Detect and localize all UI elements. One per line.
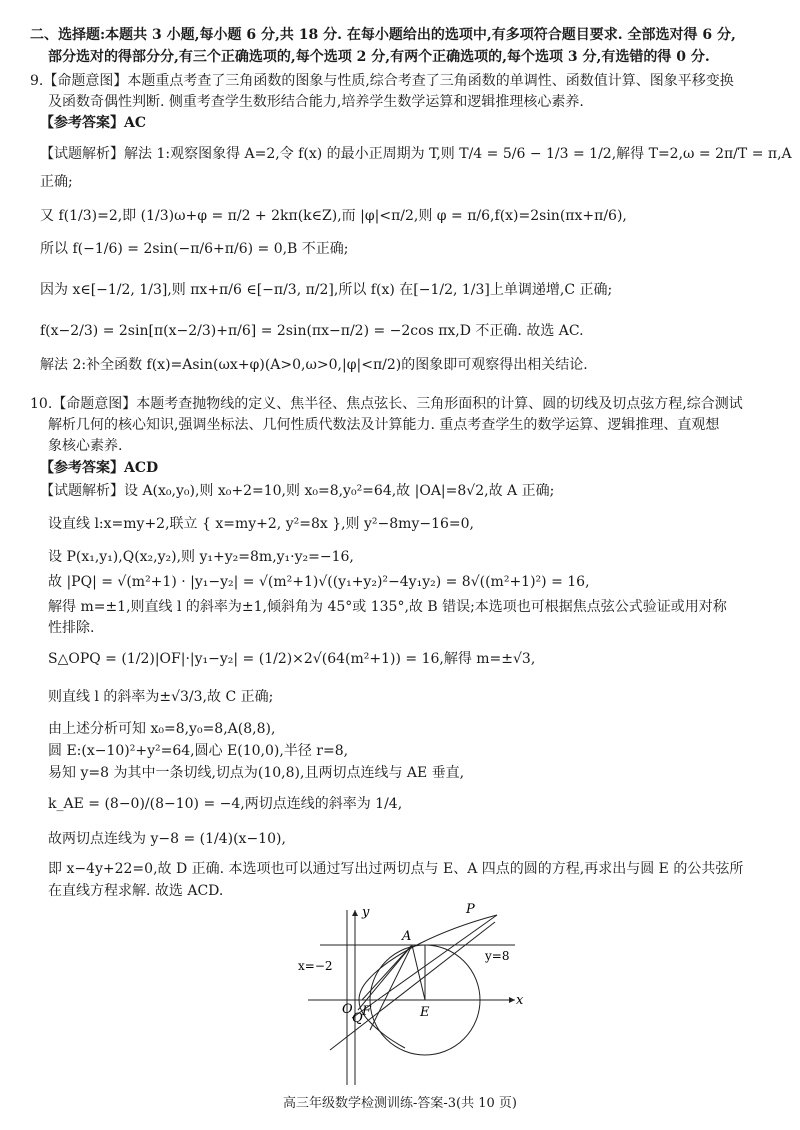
q10-solution-line-8: 则直线 l 的斜率为±√3/3,故 C 正确; xyxy=(48,689,274,705)
q9-solution-line-6: f(x−2/3) = 2sin[π(x−2/3)+π/6] = 2sin(πx−π/2) = −2cos πx,D 不正确. 故选 AC. xyxy=(40,323,584,339)
label-y-axis: y xyxy=(362,905,370,920)
q10-intent-line-3: 象核心素养. xyxy=(48,438,123,454)
q10-solution-line-15: 在直线方程求解. 故选 ACD. xyxy=(48,883,224,899)
section-header-line-1: 二、选择题:本题共 3 小题,每小题 6 分,共 18 分. 在每小题给出的选项中,有多项符合题目要求. 全部选对得 6 分, xyxy=(30,27,736,43)
q10-solution-line-3: 设 P(x₁,y₁),Q(x₂,y₂),则 y₁+y₂=8m,y₁·y₂=−16, xyxy=(48,549,354,565)
q10-solution-line-6: 性排除. xyxy=(48,620,95,636)
q10-intent-line-1: 10.【命题意图】本题考查抛物线的定义、焦半径、焦点弦长、三角形面积的计算、圆的切线及切点弦方程,综合测试 xyxy=(30,396,743,412)
q10-solution-line-11: 易知 y=8 为其中一条切线,切点为(10,8),且两切点连线与 AE 垂直, xyxy=(48,765,465,781)
label-f: F xyxy=(362,1004,372,1019)
label-directrix: x=−2 xyxy=(298,959,333,973)
q9-answer: 【参考答案】AC xyxy=(40,115,147,131)
q10-solution-line-10: 圆 E:(x−10)²+y²=64,圆心 E(10,0),半径 r=8, xyxy=(48,743,349,759)
label-e: E xyxy=(420,1005,430,1020)
q9-solution-line-3: 又 f(1/3)=2,即 (1/3)ω+φ = π/2 + 2kπ(k∈Z),而 |φ|<π/2,则 φ = π/6,f(x)=2sin(πx+π/6), xyxy=(40,208,627,224)
label-q: Q xyxy=(352,1011,363,1026)
label-a: A xyxy=(402,929,412,944)
q10-solution-line-7: S△OPQ = (1/2)|OF|·|y₁−y₂| = (1/2)×2√(64(m²+1)) = 16,解得 m=±√3, xyxy=(48,651,536,667)
q9-solution-line-4: 所以 f(−1/6) = 2sin(−π/6+π/6) = 0,B 不正确; xyxy=(40,241,349,257)
q10-solution-line-1: 【试题解析】设 A(x₀,y₀),则 x₀+2=10,则 x₀=8,y₀²=64,故 |OA|=8√2,故 A 正确; xyxy=(40,483,555,499)
q9-solution-line-1: 【试题解析】解法 1:观察图象得 A=2,令 f(x) 的最小正周期为 T,则 T/4 = 5/6 − 1/3 = 1/2,解得 T=2,ω = 2π/T = π,A xyxy=(40,146,792,162)
q9-solution-method-2: 解法 2:补全函数 f(x)=Asin(ωx+φ)(A>0,ω>0,|φ|<π/2)的图象即可观察得出相关结论. xyxy=(40,357,588,373)
label-p: P xyxy=(466,902,475,917)
q10-solution-line-12: k_AE = (8−0)/(8−10) = −4,两切点连线的斜率为 1/4, xyxy=(48,796,403,812)
q9-solution-line-5: 因为 x∈[−1/2, 1/3],则 πx+π/6 ∈[−π/3, π/2],所以 f(x) 在[−1/2, 1/3]上单调递增,C 正确; xyxy=(40,282,613,298)
q10-answer: 【参考答案】ACD xyxy=(40,460,159,476)
q10-solution-line-13: 故两切点连线为 y−8 = (1/4)(x−10), xyxy=(48,831,286,847)
q10-solution-line-9: 由上述分析可知 x₀=8,y₀=8,A(8,8), xyxy=(48,721,276,737)
q10-solution-line-5: 解得 m=±1,则直线 l 的斜率为±1,倾斜角为 45°或 135°,故 B 错误;本选项也可根据焦点弦公式验证或用对称 xyxy=(48,599,727,615)
q9-intent-line-1: 9.【命题意图】本题重点考查了三角函数的图象与性质,综合考查了三角函数的单调性、函数值计算、图象平移变换 xyxy=(30,73,734,89)
q10-solution-line-4: 故 |PQ| = √(m²+1) · |y₁−y₂| = √(m²+1)√((y₁+y₂)²−4y₁y₂) = 8√((m²+1)²) = 16, xyxy=(48,574,590,590)
label-tangent: y=8 xyxy=(485,949,510,963)
page-footer: 高三年级数学检测训练-答案-3(共 10 页) xyxy=(282,1096,517,1111)
label-x-axis: x xyxy=(516,993,524,1008)
parabola-circle-figure xyxy=(290,900,530,1090)
section-header-line-2: 部分选对的得部分分,有三个正确选项的,每个选项 2 分,有两个正确选项的,每个选项 3 分,有选错的得 0 分. xyxy=(48,49,710,65)
q10-solution-line-14: 即 x−4y+22=0,故 D 正确. 本选项也可以通过写出过两切点与 E、A 四点的圆的方程,再求出与圆 E 的公共弦所 xyxy=(48,861,744,877)
segment-ae xyxy=(412,945,425,1000)
q9-solution-line-2: 正确; xyxy=(40,174,73,190)
label-o: O xyxy=(342,1002,353,1017)
q9-intent-line-2: 及函数奇偶性判断. 侧重考查学生数形结合能力,培养学生数学运算和逻辑推理核心素养. xyxy=(48,94,584,110)
q10-solution-line-2: 设直线 l:x=my+2,联立 { x=my+2, y²=8x },则 y²−8my−16=0, xyxy=(48,516,474,532)
q10-intent-line-2: 解析几何的核心知识,强调坐标法、几何性质代数法及计算能力. 重点考查学生的数学运算、逻辑推理、直观想 xyxy=(48,417,720,433)
